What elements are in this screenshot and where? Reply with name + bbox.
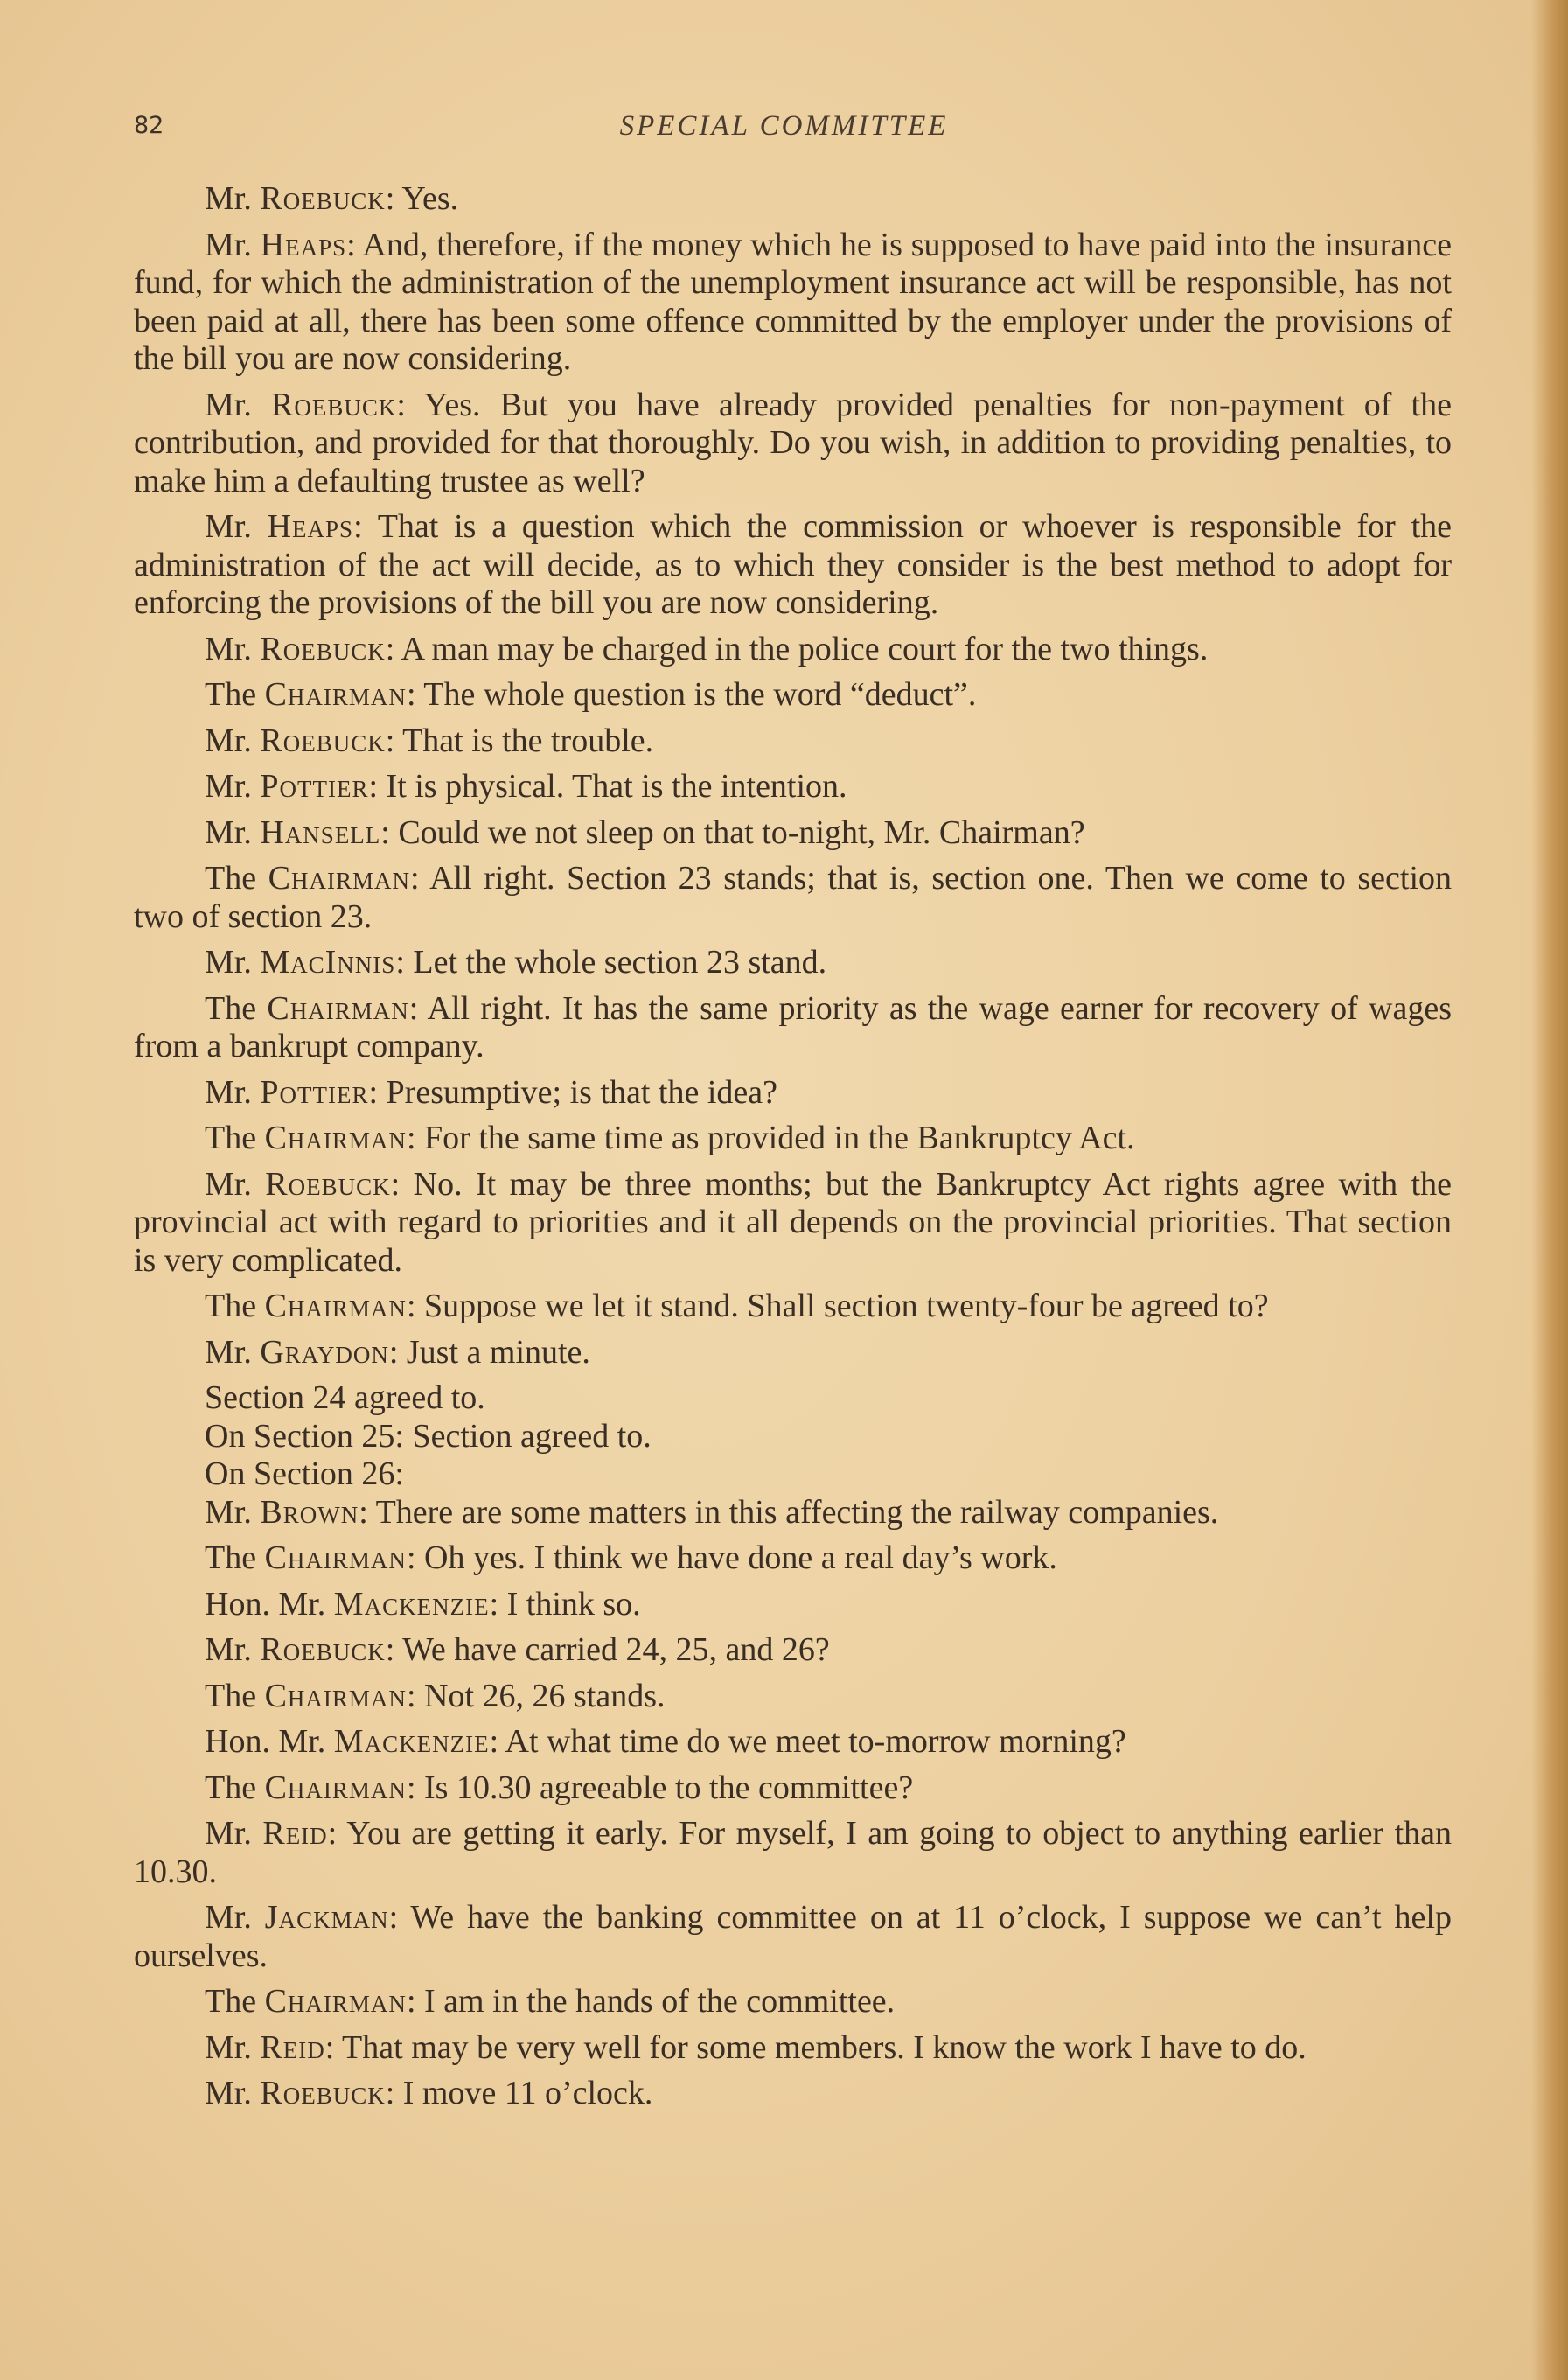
speaker-name: Roebuck <box>260 1631 386 1668</box>
transcript-paragraph <box>134 227 1452 379</box>
speaker-title: The <box>205 860 268 897</box>
transcript-paragraph <box>134 1899 1452 1975</box>
transcript-paragraph <box>134 1983 1452 2021</box>
speaker-name: Jackman <box>264 1899 389 1936</box>
speech-text: : Not 26, 26 stands. <box>406 1677 666 1714</box>
transcript-paragraph <box>134 860 1452 936</box>
speech-text: : We have carried 24, 25, and 26? <box>385 1631 830 1668</box>
speaker-title: The <box>205 1769 265 1806</box>
speaker-title: The <box>205 676 265 713</box>
transcript-paragraph <box>134 180 1452 219</box>
speech-text: : A man may be charged in the police court for the two things. <box>385 630 1209 667</box>
transcript-paragraph <box>134 1120 1452 1158</box>
speech-text: : Just a minute. <box>388 1333 590 1371</box>
speaker-name: Chairman <box>264 1769 407 1806</box>
speaker-name: Hansell <box>260 813 381 851</box>
speaker-title: Mr. <box>205 630 261 667</box>
speaker-title: Mr. <box>205 2028 261 2066</box>
speaker-name: Chairman <box>264 1120 407 1156</box>
speech-text: : Oh yes. I think we have done a real day’s work. <box>406 1539 1057 1576</box>
transcript-paragraph <box>134 387 1452 501</box>
transcript-paragraph <box>134 1539 1452 1578</box>
transcript-paragraph <box>134 944 1452 982</box>
speaker-title: Mr. <box>205 386 272 423</box>
transcript-paragraph <box>134 508 1452 623</box>
transcript-paragraph <box>134 1166 1452 1281</box>
speech-text: : That may be very well for some members. I know the work I have to do. <box>324 2028 1307 2066</box>
speaker-title: Mr. <box>205 2075 261 2111</box>
speech-text: : For the same time as provided in the Bankruptcy Act. <box>406 1120 1135 1156</box>
speaker-title: Mr. <box>205 1333 261 1371</box>
speaker-title: The <box>205 1677 265 1714</box>
speech-text: : Suppose we let it stand. Shall section twenty-four be agreed to? <box>406 1288 1269 1324</box>
speaker-name: Roebuck <box>271 386 397 423</box>
speech-text: : Is 10.30 agreeable to the committee? <box>406 1769 914 1806</box>
speech-text: : You are getting it early. For myself, I am going to object to anything earlier than 10.30. <box>134 1815 1452 1890</box>
speaker-name: Graydon <box>260 1333 389 1371</box>
speaker-name: Chairman <box>264 1288 407 1324</box>
speech-text: : I move 11 o’clock. <box>385 2075 653 2111</box>
speech-text: : We have the banking committee on at 11 o’clock, I suppose we can’t help ourselves. <box>134 1899 1452 1974</box>
speech-text: : Yes. But you have already provided penalties for non-payment of the contribution, and provided for that thoroughly. Do you wish, in addition to providing penalties, to make him a defaulting trustee as well? <box>134 386 1452 499</box>
speech-text: On Section 25: Section agreed to. <box>205 1417 652 1455</box>
speaker-name: Roebuck <box>260 2075 386 2111</box>
page-number: 82 <box>134 112 164 139</box>
speaker-name: Chairman <box>264 1539 407 1576</box>
speaker-title: The <box>205 1539 265 1576</box>
speaker-title: Mr. <box>205 1073 261 1111</box>
speaker-name: MacInnis <box>260 944 396 981</box>
transcript-paragraph <box>134 722 1452 761</box>
speech-text: : I am in the hands of the committee. <box>406 1983 896 2020</box>
transcript-paragraph <box>134 1678 1452 1716</box>
page-edge <box>1531 0 1568 2380</box>
speaker-name: Heaps <box>267 508 354 545</box>
speaker-name: Reid <box>260 2028 325 2066</box>
speaker-title: The <box>205 1983 265 2020</box>
transcript-paragraph <box>134 1586 1452 1624</box>
speaker-title: Mr. <box>205 1165 266 1203</box>
procedural-note <box>134 1455 1452 1494</box>
transcript-paragraph <box>134 1074 1452 1113</box>
speech-text: : No. It may be three months; but the Bankruptcy Act rights agree with the provincial act with regard to priorities and it all depends on the provincial priorities. That section is very complicated. <box>134 1165 1452 1279</box>
speaker-name: Roebuck <box>265 1165 391 1203</box>
speech-text: : And, therefore, if the money which he is supposed to have paid into the insurance fund, for which the administration of the unemployment insurance act will be responsible, has not been paid at all, there has been some offence committed by the employer under the provisions of the bill you are now considering. <box>134 226 1452 377</box>
speaker-title: Hon. Mr. <box>205 1723 334 1760</box>
speech-text: : At what time do we meet to-morrow morning? <box>489 1723 1126 1760</box>
speaker-name: Heaps <box>260 226 347 263</box>
speech-text: : Could we not sleep on that to-night, Mr. Chairman? <box>380 813 1085 851</box>
transcript-paragraph <box>134 2075 1452 2113</box>
running-head: SPECIAL COMMITTEE <box>619 110 949 142</box>
speaker-title: Mr. <box>205 1493 261 1531</box>
speaker-name: Mackenzie <box>333 1585 490 1623</box>
speaker-title: Mr. <box>205 722 261 759</box>
speaker-name: Roebuck <box>260 180 386 217</box>
speech-text: : Presumptive; is that the idea? <box>368 1073 777 1111</box>
speaker-title: Mr. <box>205 944 261 981</box>
transcript-body <box>134 180 1452 2121</box>
speaker-name: Chairman <box>264 1677 407 1714</box>
speaker-name: Chairman <box>264 1983 407 2020</box>
transcript-paragraph <box>134 2029 1452 2068</box>
speaker-name: Roebuck <box>260 722 386 759</box>
transcript-paragraph <box>134 631 1452 669</box>
transcript-paragraph <box>134 768 1452 806</box>
speech-text: : The whole question is the word “deduct”. <box>406 676 977 713</box>
speech-text: Section 24 agreed to. <box>205 1379 485 1416</box>
speech-text: : All right. It has the same priority as the wage earner for recovery of wages from a bankrupt company. <box>134 989 1452 1064</box>
transcript-paragraph <box>134 1288 1452 1326</box>
speaker-name: Reid <box>262 1815 328 1852</box>
transcript-paragraph <box>134 1631 1452 1670</box>
speaker-title: Mr. <box>205 1899 265 1936</box>
speaker-title: The <box>205 1288 265 1324</box>
speaker-title: The <box>205 1120 265 1156</box>
speaker-name: Chairman <box>267 989 409 1027</box>
speaker-name: Brown <box>260 1493 359 1531</box>
speech-text: : That is a question which the commission or whoever is responsible for the administration of the act will decide, as to which they consider is the best method to adopt for enforcing the provisions of the bill you are now considering. <box>134 508 1452 621</box>
speaker-title: Mr. <box>205 813 261 851</box>
procedural-note <box>134 1418 1452 1456</box>
speech-text: : All right. Section 23 stands; that is, section one. Then we come to section two of section 23. <box>134 860 1453 935</box>
transcript-paragraph <box>134 1815 1452 1891</box>
speech-text: : There are some matters in this affecting the railway companies. <box>359 1493 1219 1531</box>
speaker-title: Mr. <box>205 226 261 263</box>
transcript-paragraph <box>134 990 1452 1066</box>
speech-text: : It is physical. That is the intention. <box>368 768 847 805</box>
speaker-name: Pottier <box>260 1073 369 1111</box>
speaker-name: Chairman <box>264 676 407 713</box>
speaker-title: Mr. <box>205 1815 263 1852</box>
speaker-title: Mr. <box>205 1631 261 1668</box>
speech-text: : Yes. <box>385 180 459 217</box>
transcript-paragraph <box>134 814 1452 853</box>
speech-text: On Section 26: <box>205 1455 404 1492</box>
speech-text: : I think so. <box>489 1585 641 1623</box>
speaker-name: Roebuck <box>260 630 386 667</box>
speech-text: : That is the trouble. <box>385 722 654 759</box>
transcript-paragraph <box>134 1769 1452 1808</box>
procedural-note <box>134 1379 1452 1418</box>
speaker-title: Mr. <box>205 508 268 545</box>
speaker-name: Pottier <box>260 768 369 805</box>
speaker-title: Hon. Mr. <box>205 1585 334 1623</box>
speaker-name: Chairman <box>268 860 411 897</box>
transcript-paragraph <box>134 1494 1452 1532</box>
speaker-title: Mr. <box>205 768 261 805</box>
transcript-paragraph <box>134 1723 1452 1762</box>
transcript-paragraph <box>134 1334 1452 1372</box>
speaker-title: Mr. <box>205 180 261 217</box>
speaker-title: The <box>205 989 268 1027</box>
speaker-name: Mackenzie <box>333 1723 490 1760</box>
speech-text: : Let the whole section 23 stand. <box>395 944 827 981</box>
transcript-paragraph <box>134 676 1452 715</box>
